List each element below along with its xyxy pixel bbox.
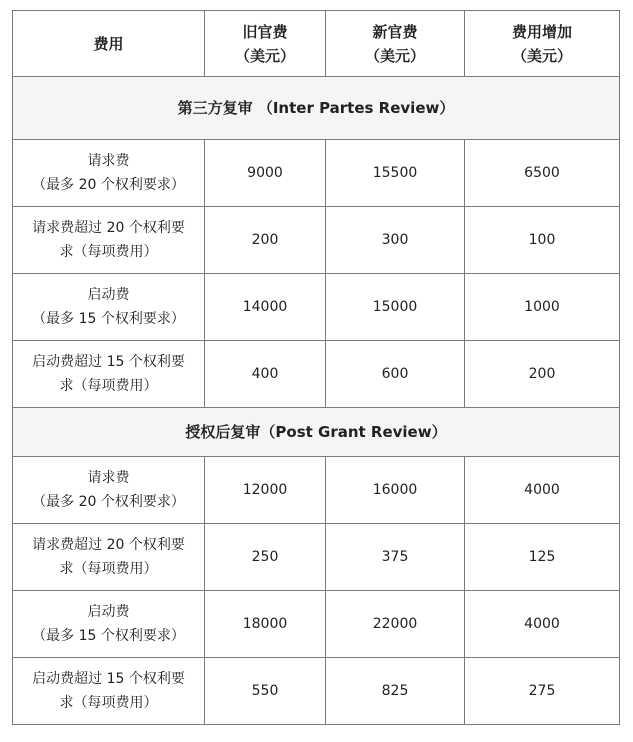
header-fee: 费用 <box>13 11 205 77</box>
old-fee-cell: 18000 <box>205 591 326 658</box>
fee-increase-cell: 100 <box>465 207 620 274</box>
old-fee-cell: 250 <box>205 524 326 591</box>
fee-item-label: 启动费超过 15 个权利要 求（每项费用） <box>13 341 205 408</box>
header-old-fee: 旧官费 （美元） <box>205 11 326 77</box>
new-fee-cell: 300 <box>326 207 465 274</box>
table-row <box>13 591 620 658</box>
table-row <box>13 341 620 408</box>
fee-increase-cell: 4000 <box>465 457 620 524</box>
header-new-fee: 新官费 （美元） <box>326 11 465 77</box>
fee-increase-cell: 1000 <box>465 274 620 341</box>
new-fee-cell: 15500 <box>326 140 465 207</box>
table-header-row <box>13 11 620 77</box>
fee-increase-cell: 275 <box>465 658 620 725</box>
fee-increase-cell: 200 <box>465 341 620 408</box>
fee-item-label: 请求费超过 20 个权利要 求（每项费用） <box>13 207 205 274</box>
fee-item-label: 请求费 （最多 20 个权利要求） <box>13 457 205 524</box>
new-fee-cell: 16000 <box>326 457 465 524</box>
old-fee-cell: 9000 <box>205 140 326 207</box>
fee-increase-cell: 4000 <box>465 591 620 658</box>
table-row <box>13 658 620 725</box>
table-row <box>13 524 620 591</box>
new-fee-cell: 15000 <box>326 274 465 341</box>
new-fee-cell: 825 <box>326 658 465 725</box>
fee-item-label: 启动费 （最多 15 个权利要求） <box>13 591 205 658</box>
new-fee-cell: 600 <box>326 341 465 408</box>
header-fee-increase: 费用增加 （美元） <box>465 11 620 77</box>
fee-item-label: 请求费 （最多 20 个权利要求） <box>13 140 205 207</box>
table-row <box>13 140 620 207</box>
section-title: 授权后复审（Post Grant Review） <box>13 408 620 457</box>
old-fee-cell: 550 <box>205 658 326 725</box>
old-fee-cell: 14000 <box>205 274 326 341</box>
table-row <box>13 457 620 524</box>
new-fee-cell: 22000 <box>326 591 465 658</box>
table-row <box>13 274 620 341</box>
section-header-row <box>13 77 620 140</box>
section-header-row <box>13 408 620 457</box>
fee-increase-cell: 6500 <box>465 140 620 207</box>
old-fee-cell: 12000 <box>205 457 326 524</box>
new-fee-cell: 375 <box>326 524 465 591</box>
old-fee-cell: 200 <box>205 207 326 274</box>
section-title: 第三方复审 （Inter Partes Review） <box>13 77 620 140</box>
fee-table <box>12 10 620 725</box>
fee-item-label: 启动费超过 15 个权利要 求（每项费用） <box>13 658 205 725</box>
fee-item-label: 请求费超过 20 个权利要 求（每项费用） <box>13 524 205 591</box>
old-fee-cell: 400 <box>205 341 326 408</box>
fee-increase-cell: 125 <box>465 524 620 591</box>
table-row <box>13 207 620 274</box>
fee-item-label: 启动费 （最多 15 个权利要求） <box>13 274 205 341</box>
